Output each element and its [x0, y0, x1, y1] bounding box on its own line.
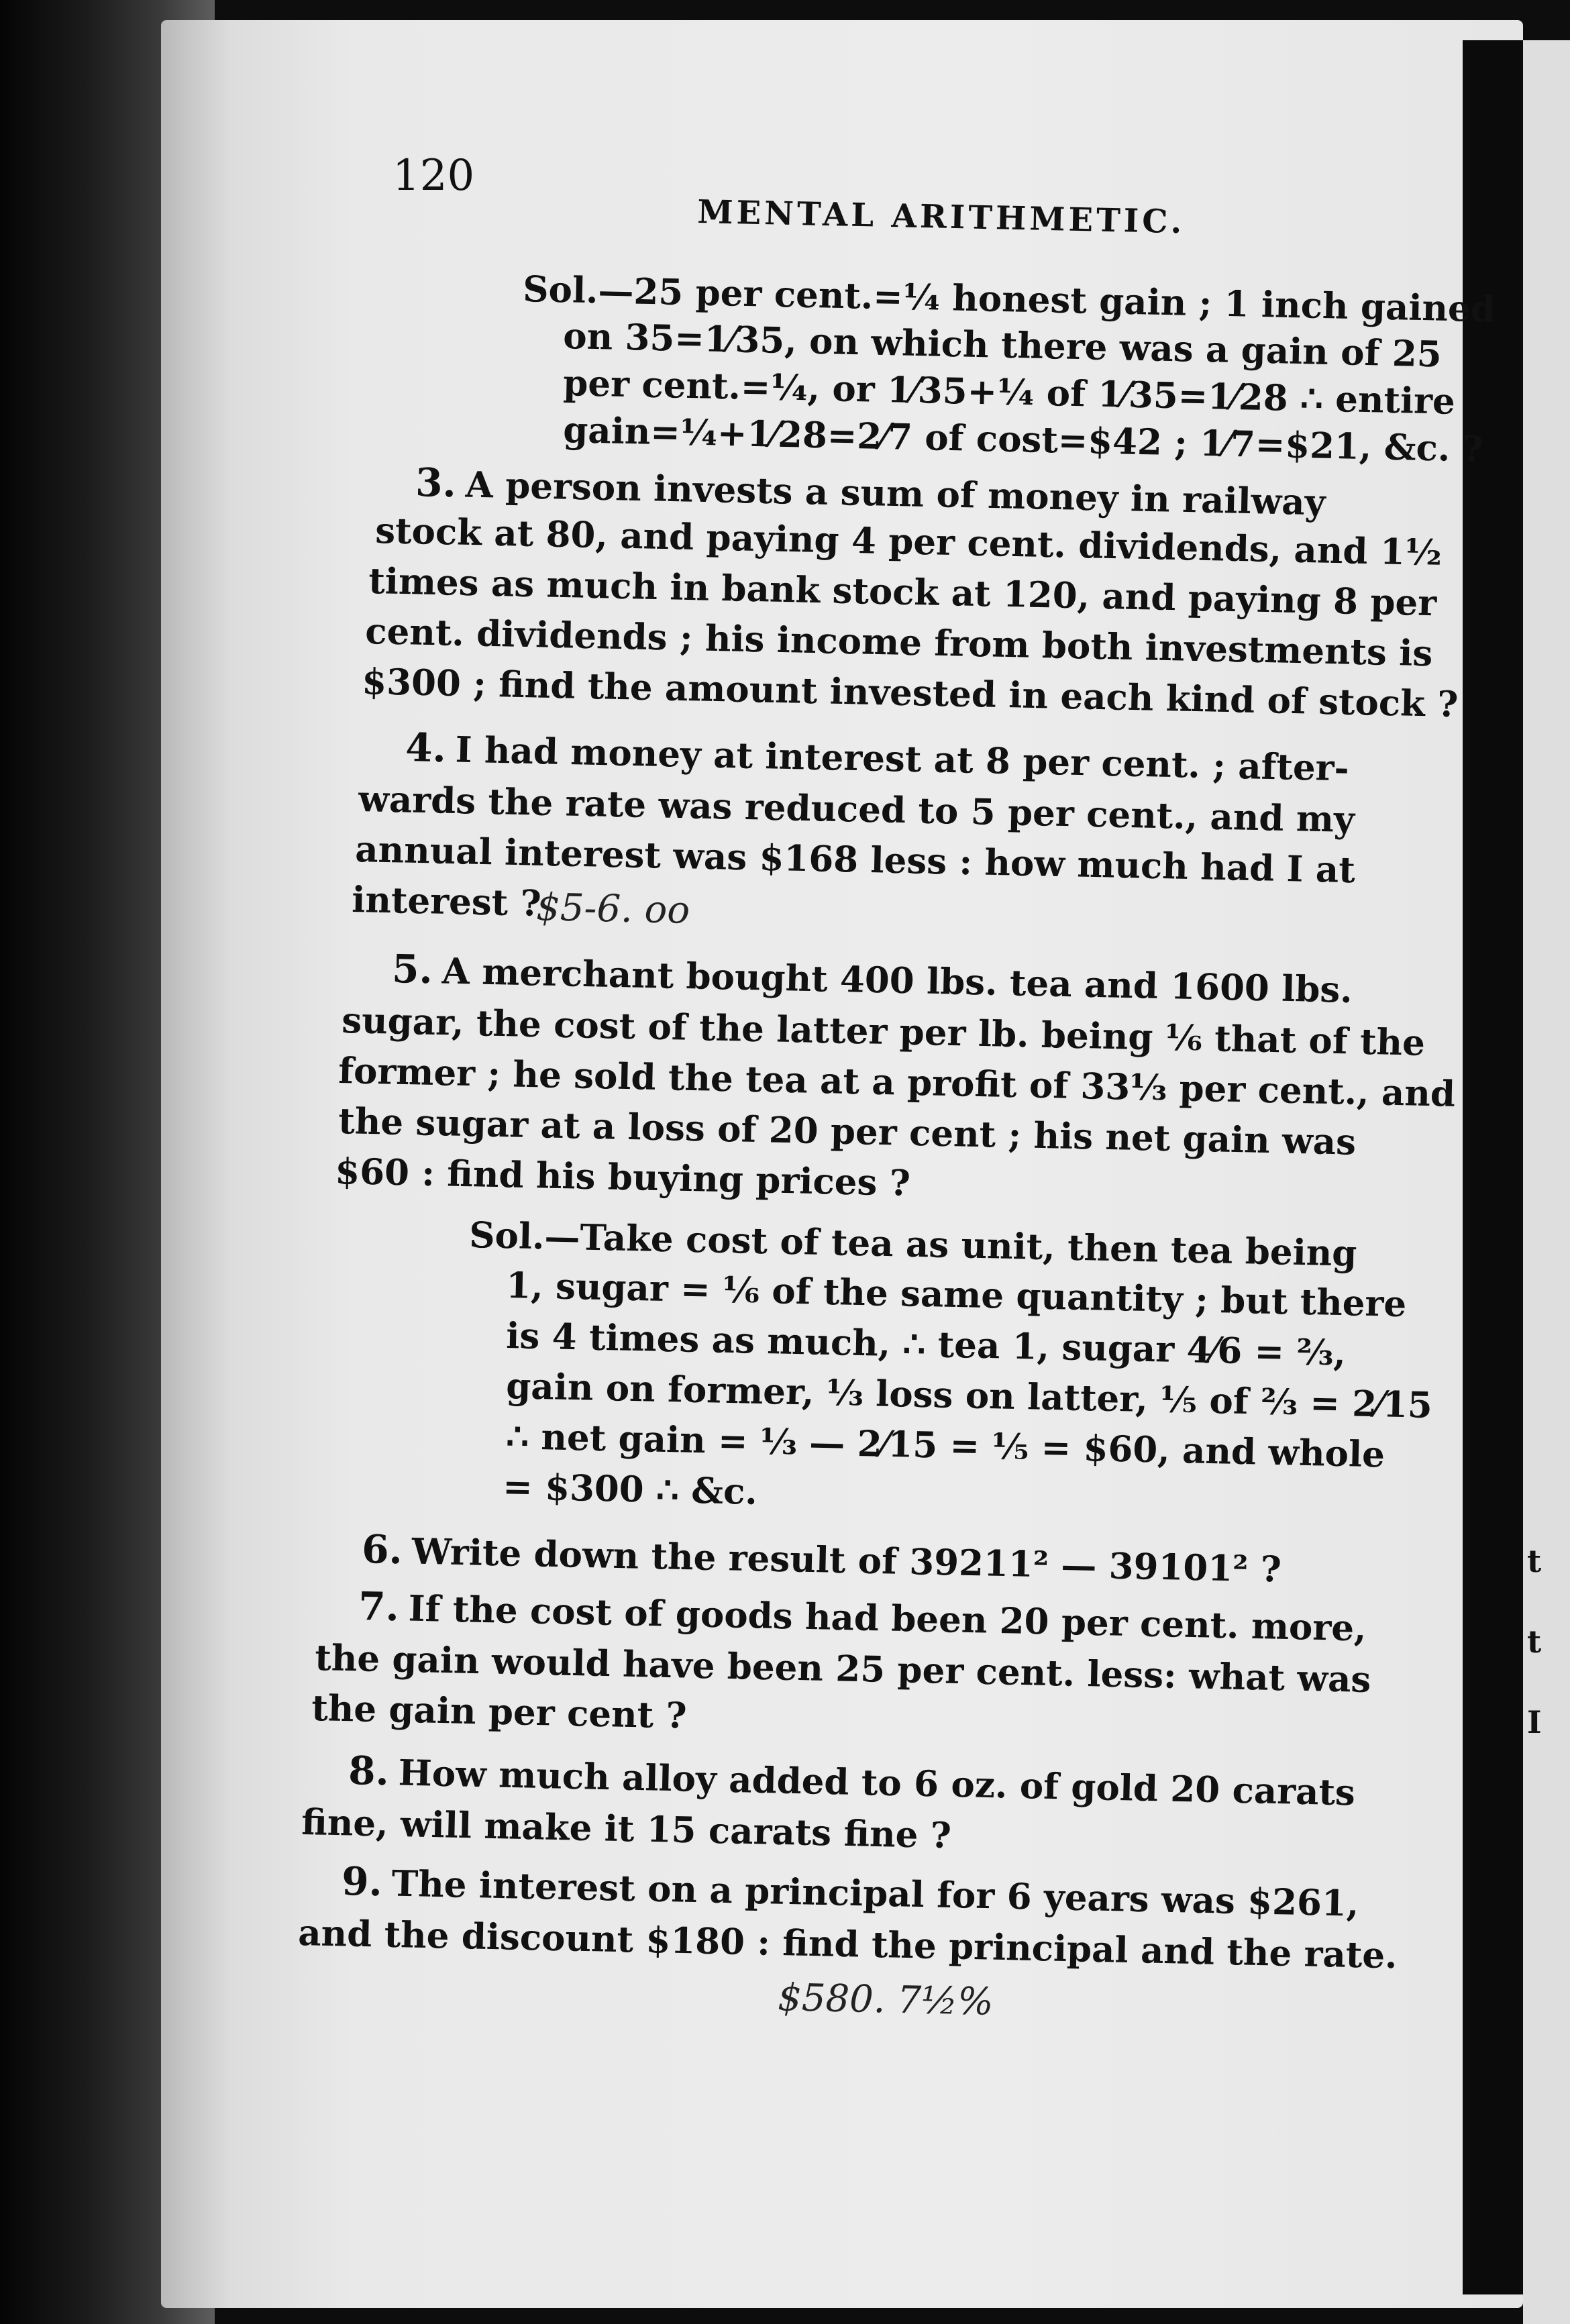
question-3-line: $300 ; find the amount invested in each kind of stock ?	[361, 661, 1459, 726]
question-number: 8.	[348, 1748, 390, 1795]
question-9-line: and the discount $180 : find the principal and the rate.	[297, 1912, 1398, 1977]
next-page-glyph: t	[1527, 1543, 1542, 1579]
question-8-line: 8. How much alloy added to 6 oz. of gold 20 carats	[348, 1748, 1356, 1814]
question-3-line: times as much in bank stock at 120, and paying 8 per	[368, 560, 1437, 625]
question-3-line: stock at 80, and paying 4 per cent. dividends, and 1½	[374, 510, 1443, 574]
question-number: 3.	[415, 460, 457, 507]
solution-line: ∴ net gain = ⅓ — 2⁄15 = ⅕ = $60, and whole	[505, 1416, 1385, 1476]
solution-line: Sol.—Take cost of tea as unit, then tea being	[468, 1214, 1357, 1275]
question-4-line: annual interest was $168 less : how much had I at	[354, 829, 1356, 892]
question-8-line: fine, will make it 15 carats fine ?	[301, 1801, 952, 1857]
question-number: 4.	[405, 725, 447, 772]
question-number: 6.	[361, 1526, 403, 1573]
question-5-line: the sugar at a loss of 20 per cent ; his net gain was	[337, 1100, 1357, 1163]
question-number: 9.	[341, 1858, 383, 1905]
question-3-line: cent. dividends ; his income from both investments is	[364, 611, 1433, 675]
question-3-line: 3. A person invests a sum of money in railway	[415, 460, 1326, 524]
solution-line: on 35=1⁄35, on which there was a gain of 25	[562, 315, 1443, 376]
page-gutter	[1463, 40, 1523, 2294]
question-6-line: 6. Write down the result of 39211² — 39101² ?	[361, 1526, 1282, 1591]
solution-line: = $300 ∴ &c.	[502, 1466, 758, 1513]
question-7-line: the gain per cent ?	[311, 1687, 688, 1737]
question-number: 5.	[391, 946, 433, 993]
question-number: 7.	[358, 1583, 400, 1630]
handwritten-answer: $580. 7½%	[777, 1976, 994, 2024]
question-7-line: 7. If the cost of goods had been 20 per cent. more,	[358, 1583, 1367, 1650]
question-5-line: sugar, the cost of the latter per lb. being ⅙ that of the	[341, 1000, 1426, 1064]
question-4-line: wards the rate was reduced to 5 per cent., and my	[358, 778, 1355, 841]
question-5-line: $60 : find his buying prices ?	[334, 1151, 911, 1204]
question-4-line: interest ?	[351, 879, 542, 925]
solution-line: Sol.—25 per cent.=¼ honest gain ; 1 inch gained	[522, 268, 1496, 331]
next-page-glyph: t	[1527, 1624, 1542, 1660]
next-page-edge	[1523, 40, 1570, 2324]
question-7-line: the gain would have been 25 per cent. less: what was	[314, 1637, 1371, 1701]
solution-line: is 4 times as much, ∴ tea 1, sugar 4⁄6 = ⅔,	[505, 1315, 1347, 1375]
question-5-line: 5. A merchant bought 400 lbs. tea and 1600 lbs.	[391, 946, 1353, 1011]
page-number: 120	[392, 151, 475, 201]
solution-line: 1, sugar = ⅙ of the same quantity ; but there	[505, 1265, 1407, 1326]
question-5-line: former ; he sold the tea at a profit of 33⅓ per cent., and	[337, 1050, 1456, 1115]
handwritten-answer: $5-6. oo	[535, 886, 690, 933]
solution-line: gain=¼+1⁄28=2⁄7 of cost=$42 ; 1⁄7=$21, &c. ?	[562, 409, 1484, 470]
question-4-line: 4. I had money at interest at 8 per cent. ; after-	[405, 725, 1350, 790]
solution-line: gain on former, ⅓ loss on latter, ⅕ of ⅔ = 2⁄15	[505, 1365, 1433, 1426]
next-page-glyph: I	[1527, 1704, 1542, 1740]
question-9-line: 9. The interest on a principal for 6 years was $261,	[341, 1858, 1359, 1925]
solution-line: per cent.=¼, or 1⁄35+¼ of 1⁄35=1⁄28 ∴ entire	[562, 362, 1456, 423]
page-title: MENTAL ARITHMETIC.	[696, 193, 1186, 242]
